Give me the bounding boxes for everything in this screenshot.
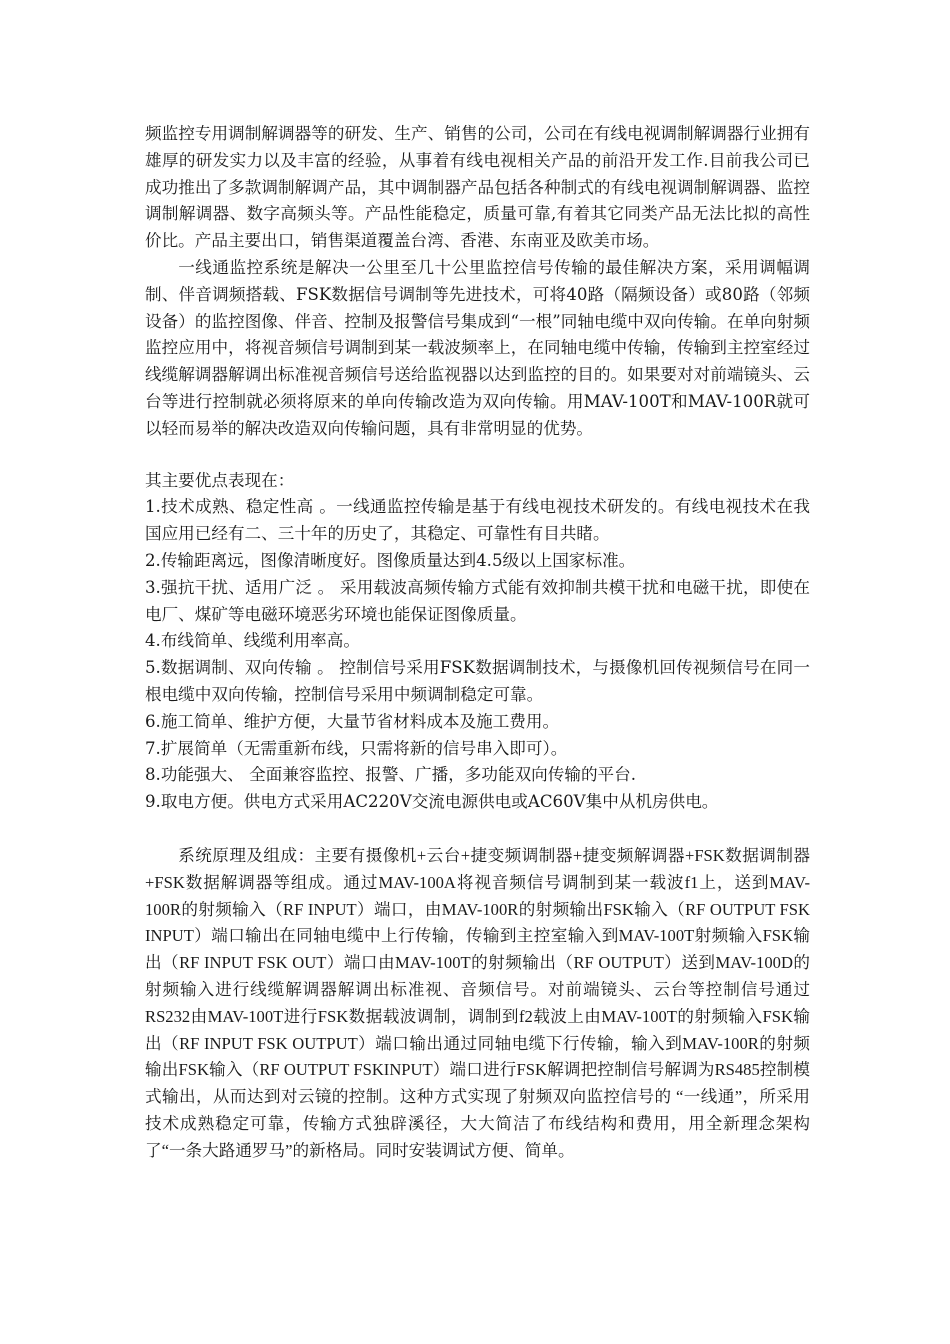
advantage-item-8: 8.功能强大、 全面兼容监控、报警、广播，多功能双向传输的平台. [145, 765, 637, 785]
advantage-item-3: 3.强抗干扰、适用广泛 。 采用载波高频传输方式能有效抑制共模干扰和电磁干扰，即使在电厂、煤矿等电磁环境恶劣环境也能保证图像质量。 [145, 577, 810, 624]
overview-paragraph: 一线通监控系统是解决一公里至几十公里监控信号传输的最佳解决方案，采用调幅调制、伴音调频搭载、FSK数据信号调制等先进技术，可将40路（隔频设备）或80路（邻频设备）的监控图像、伴音、控制及报警信号集成到“一根”同轴电缆中双向传输。在单向射频监控应用中，将视音频信号调制到某一载波频率上，在同轴电缆中传输，传输到主控室经过线缆解调器解调出标准视音频信号送给监视器以达到监控的目的。如果要对对前端镜头、云台等进行控制就必须将原来的单向传输改造为双向传输。用MAV-100T和MAV-100R就可以轻而易举的解决改造双向传输问题，具有非常明显的优势。 [145, 257, 810, 438]
advantage-item-7: 7.扩展简单（无需重新布线，只需将新的信号串入即可）。 [145, 738, 568, 758]
advantages-heading: 其主要优点表现在： [145, 470, 295, 490]
system-principle-paragraph: 系统原理及组成：主要有摄像机+云台+捷变频调制器+捷变频解调器+FSK数据调制器+FSK数据解调器等组成。通过MAV-100A将视音频信号调制到某一载波f1上，送到MAV-100R的射频输入（RF INPUT）端口，由MAV-100R的射频输出FSK输入（RF OUTPUT FSK INPUT）端口输出在同轴电缆中上行传输，传输到主控室输入到MAV-100T射频输入FSK输出（RF INPUT FSK OUT）端口由MAV-100T的射频输出（RF OUTPUT）送到MAV-100D的射频输入进行线缆解调器解调出标准视、音频信号。对前端镜头、云台等控制信号通过RS232由MAV-100T进行FSK数据载波调制，调制到f2载波上由MAV-100T的射频输入FSK输出（RF INPUT FSK OUTPUT）端口输出通过同轴电缆下行传输，输入到MAV-100R的射频输出FSK输入（RF OUTPUT FSKINPUT）端口进行FSK解调把控制信号解调为RS485控制模式输出，从而达到对云镜的控制。这种方式实现了射频双向监控信号的 “一线通”，所采用技术成熟稳定可靠，传输方式独辟溪径，大大简洁了布线结构和费用，用全新理念架构了“一条大路通罗马”的新格局。同时安装调试方便、简单。 [145, 845, 810, 1160]
advantage-item-9: 9.取电方便。供电方式采用AC220V交流电源供电或AC60V集中从机房供电。 [145, 792, 719, 812]
advantage-item-1: 1.技术成熟、稳定性高 。一线通监控传输是基于有线电视技术研发的。有线电视技术在我国应用已经有二、三十年的历史了，其稳定、可靠性有目共睹。 [145, 497, 810, 544]
advantage-item-2: 2.传输距离远，图像清晰度好。图像质量达到4.5级以上国家标准。 [145, 550, 636, 570]
advantage-item-6: 6.施工简单、维护方便，大量节省材料成本及施工费用。 [145, 711, 560, 731]
advantage-item-5: 5.数据调制、双向传输 。 控制信号采用FSK数据调制技术，与摄像机回传视频信号在同一根电缆中双向传输，控制信号采用中频调制稳定可靠。 [145, 658, 810, 704]
advantage-item-4: 4.布线简单、线缆利用率高。 [145, 631, 360, 651]
document-body [145, 121, 810, 1164]
intro-paragraph: 频监控专用调制解调器等的研发、生产、销售的公司，公司在有线电视调制解调器行业拥有雄厚的研发实力以及丰富的经验，从事着有线电视相关产品的前沿开发工作.目前我公司已成功推出了多款调制解调产品，其中调制器产品包括各种制式的有线电视调制解调器、监控调制解调器、数字高频头等。产品性能稳定，质量可靠,有着其它同类产品无法比拟的高性价比。产品主要出口，销售渠道覆盖台湾、香港、东南亚及欧美市场。 [145, 124, 810, 251]
